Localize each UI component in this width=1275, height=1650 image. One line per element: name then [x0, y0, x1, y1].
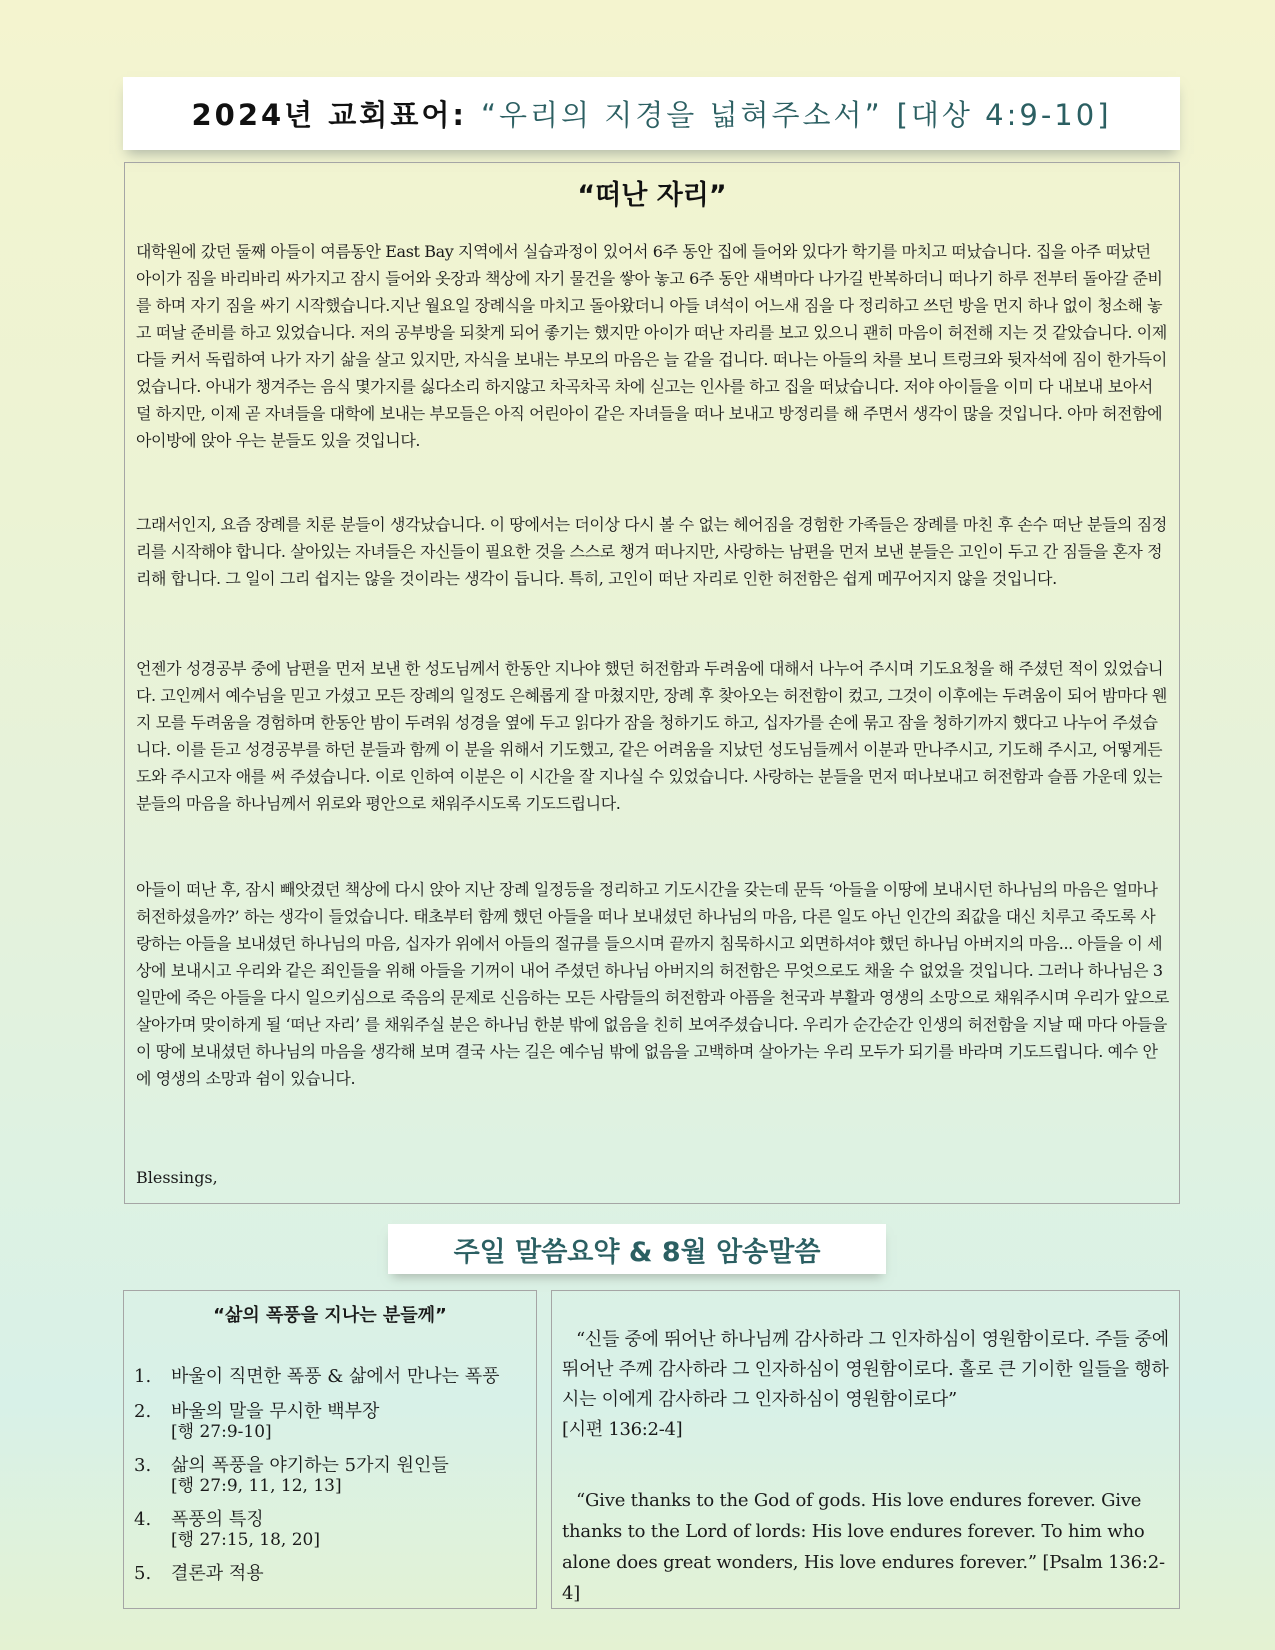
outline-text: 바울의 말을 무시한 백부장 [행 27:9-10] [171, 1401, 380, 1442]
outline-text: 결론과 적용 [171, 1563, 264, 1584]
outline-number: 2. [134, 1401, 152, 1422]
outline-item [134, 1455, 534, 1496]
outline-reference: [행 27:9-10] [171, 1422, 272, 1442]
section-title: 주일 말씀요약 & 8월 암송말씀 [453, 1236, 821, 1268]
column-paragraph: 아들이 떠난 후, 잠시 빼앗겼던 책상에 다시 앉아 지난 장례 일정등을 정리하고 기도시간을 갖는데 문득 ‘아들을 이땅에 보내시던 하나님의 마음은 얼마나 허전하셨을까?’ 하는 생각이 들었습니다. 태초부터 함께 했던 아들을 떠나 보내셨던 하나님의 마음, 다른 일도 아닌 인간의 죄값을 대신 치루고 죽도록 사랑하는 아들을 보내셨던 하나님의 마음, 십자가 위에서 아들의 절규를 들으시며 끝까지 침묵하시고 외면하셔야 했던 하나님 아버지의 마음... 아들을 이 세상에 보내시고 우리와 같은 죄인들을 위해 아들을 기꺼이 내어 주셨던 하나님 아버지의 허전함은 무엇으로도 채울 수 없었을 것입니다. 그러나 하나님은 3일만에 죽은 아들을 다시 일으키심으로 죽음의 문제로 신음하는 모든 사람들의 허전함과 아픔을 천국과 부활과 영생의 소망으로 채워주시며 우리가 앞으로 살아가며 맞이하게 될 ‘떠난 자리’ 를 채워주실 분은 하나님 한분 밖에 없음을 친히 보여주셨습니다. 우리가 순간순간 인생의 허전함을 지날 때 마다 아들을 이 땅에 보내셨던 하나님의 마음을 생각해 보며 결국 사는 길은 예수님 밖에 없음을 고백하며 살아가는 우리 모두가 되기를 바라며 기도드립니다. 예수 안에 영생의 소망과 쉼이 있습니다. [136, 880, 1169, 1088]
outline-reference: [행 27:15, 18, 20] [171, 1530, 320, 1550]
outline-text: 삶의 폭풍을 야기하는 5가지 원인들 [행 27:9, 11, 12, 13] [171, 1455, 449, 1496]
memory-verse-box [551, 1290, 1180, 1609]
sermon-outline [134, 1366, 534, 1598]
column-title: “떠난 자리” [577, 180, 727, 211]
outline-number: 3. [134, 1455, 152, 1476]
column-paragraph: 언젠가 성경공부 중에 남편을 먼저 보낸 한 성도님께서 한동안 지나야 했던 허전함과 두려움에 대해서 나누어 주시며 기도요청을 해 주셨던 적이 있었습니다. 고인께서 예수님을 믿고 가셨고 모든 장례의 일정도 은혜롭게 잘 마쳤지만, 장례 후 찾아오는 허전함이 컸고, 그것이 이후에는 두려움이 되어 밤마다 웬지 모를 두려움을 경험하며 한동안 밤이 두려워 성경을 옆에 두고 읽다가 잠을 청하기도 하고, 십자가를 손에 묶고 잠을 청하기까지 했다고 나누어 주셨습니다. 이를 듣고 성경공부를 하던 분들과 함께 이 분을 위해서 기도했고, 같은 어려움을 지났던 성도님들께서 이분과 만나주시고, 기도해 주시고, 어떻게든 도와 주시고자 애를 써 주셨습니다. 이로 인하여 이분은 이 시간을 잘 지나실 수 있었습니다. 사랑하는 분들을 먼저 떠나보내고 허전함과 슬픔 가운데 있는 분들의 마음을 하나님께서 위로와 평안으로 채워주시도록 기도드립니다. [136, 659, 1167, 813]
outline-number: 5. [134, 1563, 152, 1584]
memory-verse-english: “Give thanks to the God of gods. His love endures forever. Give thanks to the Lord of lords: His love endures forever. To him who alone does great wonders, His love endures forever.” [Psalm 136:2-4] [562, 1490, 1165, 1604]
outline-text: 바울이 직면한 폭풍 & 삶에서 만나는 폭풍 [171, 1366, 500, 1387]
section-banner [388, 1224, 886, 1274]
pastor-column [124, 162, 1180, 1204]
sermon-title: “삶의 폭풍을 지나는 분들께” [213, 1305, 447, 1326]
outline-item [134, 1366, 534, 1388]
outline-item [134, 1401, 534, 1442]
theme-motto: “우리의 지경을 넓혀주소서” [480, 98, 883, 132]
memory-verse-korean-reference: [시편 136:2-4] [562, 1419, 683, 1440]
theme-label: 2024년 교회표어: [191, 98, 467, 132]
theme-banner [123, 77, 1180, 150]
memory-verse-korean: “신들 중에 뛰어난 하나님께 감사하라 그 인자하심이 영원함이로다. 주들 중에 뛰어난 주께 감사하라 그 인자하심이 영원함이로다. 홀로 큰 기이한 일들을 행하시는 이에게 감사하라 그 인자하심이 영원함이로다” [시편 136:2-4] [562, 1329, 1169, 1440]
sermon-summary [123, 1290, 537, 1609]
theme-reference: [대상 4:9-10] [896, 98, 1112, 132]
column-paragraph: 그래서인지, 요즘 장례를 치룬 분들이 생각났습니다. 이 땅에서는 더이상 다시 볼 수 없는 헤어짐을 경험한 가족들은 장례를 마친 후 손수 떠난 분들의 짐정리를 시작해야 합니다. 살아있는 자녀들은 자신들이 필요한 것을 스스로 챙겨 떠나지만, 사랑하는 남편을 먼저 보낸 분들은 고인이 두고 간 짐들을 혼자 정리해 합니다. 그 일이 그리 쉽지는 않을 것이라는 생각이 듭니다. 특히, 고인이 떠난 자리로 인한 허전함은 쉽게 메꾸어지지 않을 것입니다. [136, 515, 1167, 588]
outline-text: 폭풍의 특징 [행 27:15, 18, 20] [171, 1509, 320, 1550]
outline-item [134, 1509, 534, 1550]
outline-item [134, 1563, 534, 1585]
outline-number: 4. [134, 1509, 152, 1530]
outline-number: 1. [134, 1366, 152, 1387]
column-closing: Blessings, [136, 1168, 218, 1187]
column-paragraph: 대학원에 갔던 둘째 아들이 여름동안 East Bay 지역에서 실습과정이 있어서 6주 동안 집에 들어와 있다가 학기를 마치고 떠났습니다. 집을 아주 떠났던 아이가 짐을 바리바리 싸가지고 잠시 들어와 옷장과 책상에 자기 물건을 쌓아 놓고 6주 동안 새벽마다 나가길 반복하더니 떠나기 하루 전부터 돌아갈 준비를 하며 자기 짐을 싸기 시작했습니다.지난 월요일 장례식을 마치고 돌아왔더니 아들 녀석이 어느새 짐을 다 정리하고 쓰던 방을 먼지 하나 없이 청소해 놓고 떠날 준비를 하고 있었습니다. 저의 공부방을 되찾게 되어 좋기는 했지만 아이가 떠난 자리를 보고 있으니 괜히 마음이 허전해 지는 것 같았습니다. 이제 다들 커서 독립하여 나가 자기 삶을 살고 있지만, 자식을 보내는 부모의 마음은 늘 같을 겁니다. 떠나는 아들의 차를 보니 트렁크와 뒷자석에 짐이 한가득이었습니다. 아내가 챙겨주는 음식 몇가지를 싫다소리 하지않고 차곡차곡 차에 싣고는 인사를 하고 집을 떠났습니다. 저야 아이들을 이미 다 내보내 보아서 덜 하지만, 이제 곧 자녀들을 대학에 보내는 부모들은 아직 어린아이 같은 자녀들을 떠나 보내고 방정리를 해 주면서 생각이 많을 것입니다. 아마 허전함에 아이방에 앉아 우는 분들도 있을 것입니다. [136, 242, 1167, 450]
outline-reference: [행 27:9, 11, 12, 13] [171, 1476, 342, 1496]
